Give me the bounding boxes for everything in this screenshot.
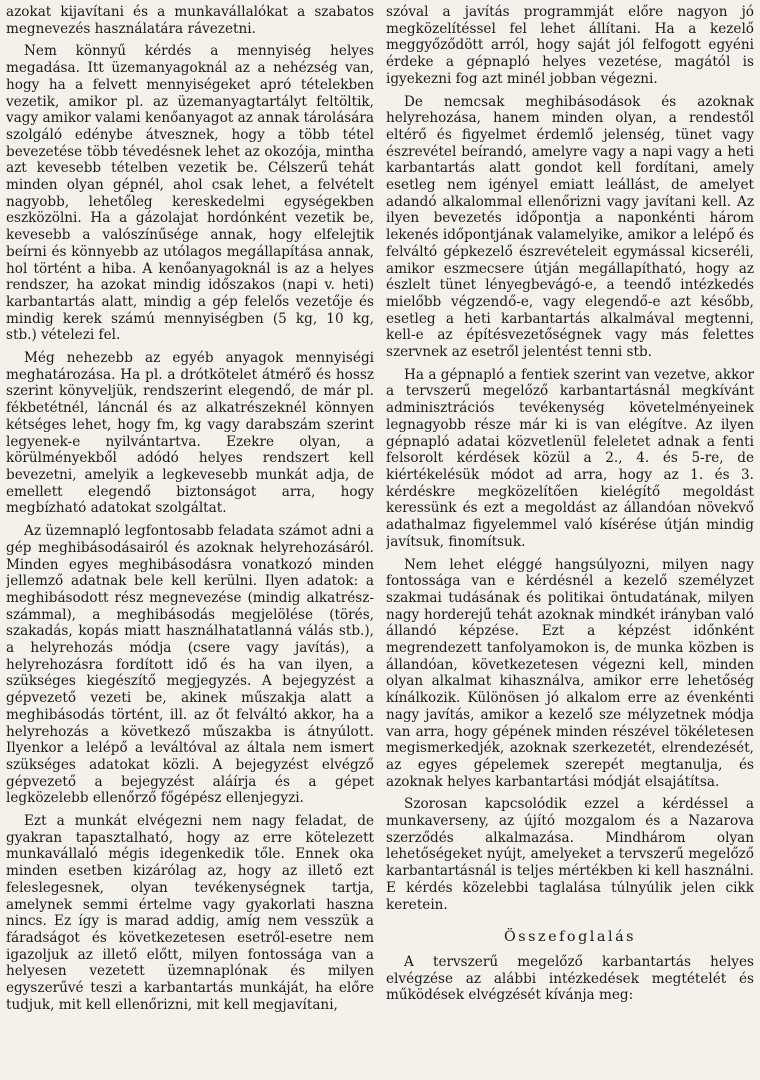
paragraph-operating-log: Az üzemnapló legfontosabb feladata számot adni a gép meghibásodásairól és azoknak helyrehozásáról. Minden egyes meghibásodásra vonatkozó minden jellemző adatnak bele kell kerülni. Ilyen adatok: a meghibásodott rész megnevezése (mindig alkatrész-számmal), a meghibásodás megjelölése (törés, szakadás, kopás miatt használhatatlanná válás stb.), a helyrehozás módja (csere vagy javítás), a helyrehozásra fordított idő és ha van ilyen, a szükséges kiegészítő megjegyzés. A bejegyzést a gépvezető vezeti be, akinek műszakja alatt a meghibásodás történt, ill. az őt felváltó akkor, ha a helyrehozás a következő műszakba is átnyúlott. Ilyenkor a lelépő a leváltóval az általa nem ismert szükséges adatokat közli. A bejegyzést elvégző gépvezető a bejegyzést aláírja és a gépet legközelebb ellenőrző főgépész ellenjegyzi. [6, 523, 374, 807]
paragraph-staff-training: Nem lehet eléggé hangsúlyozni, milyen nagy fontossága van e kérdésnél a kezelő személyzet szakmai tudásának és politikai öntudatának, milyen nagy horderejű tehát azoknak mindkét irányban való állandó képzése. Ezt a képzést időnként megrendezett tanfolyamokon is, de munka közben is állandóan, következetesen végezni kell, minden olyan alkalmat kihasználva, amikor erre lehetőség kínálkozik. Különösen jó alkalom erre az évenkénti nagy javítás, amikor a kezelő sze mélyzetnek módja van arra, hogy gépének minden részével tökéletesen megismerkedjék, azoknak szerkezetét, elrendezését, az egyes gépelemek szerepét megtanulja, és azoknak helyes karbantartási módját elsajátítsa. [386, 556, 754, 790]
paragraph-quantity: Nem könnyű kérdés a mennyiség helyes megadása. Itt üzemanyagoknál az a nehézség van, hogy ha a felvett mennyiségeket apró tételekben vezetik, amikor pl. az üzemanyagtartályt feltöltik, vagy amikor valami kenőanyagot az annak tárolására szolgáló edénybe átvesznek, hogy a több tétel bevezetése több tévedésnek lehet az okozója, mintha azt kevesebb tételben vezetik be. Célszerű tehát minden olyan gépnél, ahol csak lehet, a felvételt nagyobb, lehetőleg kereskedelmi egységekben eszközölni. Ha a gázolajat hordónként vezetik be, kevesebb a valószínűsége annak, hogy elfelejtik beírni és könnyebb az utólagos megállapítása annak, hol történt a hiba. A kenőanyagoknál is az a helyes rendszer, ha azokat mindig időszakos (napi v. heti) karbantartás alatt, mindig a gép felelős vezetője és mindig kerek számú mennyiségben (5 kg, 10 kg, stb.) vételezi fel. [6, 43, 374, 344]
paragraph-other-materials: Még nehezebb az egyéb anyagok mennyiségi meghatározása. Ha pl. a drótkötelet átmérő és hossz szerint könyveljük, rendszerint elegendő, de már pl. fékbetétnél, láncnál és az alkatrészeknél könnyen kétséges lehet, hogy fm, kg vagy darabszám szerint legyenek-e nyilvántartva. Ezekre olyan, a körülményekből adódó helyes rendszert kell bevezetni, amelyik a legkevesebb munkát adja, de emellett elegendő biztonságot arra, hogy megbízható adatokat szolgáltat. [6, 350, 374, 517]
paragraph-machine-log: Ha a gépnapló a fentiek szerint van vezetve, akkor a tervszerű megelőző karbantartásnál megkívánt adminisztrációs tevékenység követelményeinek legnagyobb része már ki is van elégítve. Az ilyen gépnapló adatai közvetlenül feleletet adnak a fenti felsorolt kérdések közül a 2., 4. és 5-re, de kiértékelésük módot ad arra, hogy az 1. és 3. kérdéskre megközelítően kielégítő megoldást keressünk és ezt a megoldást az állandóan növekvő adathalmaz figyelemmel való kísérése útján mindig javítsuk, finomítsuk. [386, 366, 754, 550]
paragraph-continuation: azokat kijavítani és a munkavállalókat a szabatos megnevezés használatára rávezetni. [6, 4, 374, 37]
right-column [386, 4, 754, 1004]
paragraph-log-keeping: Ezt a munkát elvégezni nem nagy feladat, de gyakran tapasztalható, hogy az erre kötelezett munkavállaló mégis idegenkedik tőle. Ennek oka minden esetben kizárólag az, hogy az illető ezt feleslegesnek, olyan tevékenységnek tartja, amelynek semmi értelme vagy gyakorlati haszna nincs. Ez így is marad addig, amíg nem vesszük a fáradságot és következetesen esetről-esetre nem igazoljuk az illető előtt, milyen fontossága van a helyesen vezetett üzemnaplónak és milyen egyszerűvé teszi a karbantartás munkáját, ha előre tudjuk, mit kell ellenőrizni, mit kell megjavítani, [6, 813, 374, 1013]
paragraph-summary: A tervszerű megelőző karbantartás helyes elvégzése az alábbi intézkedések megtételét és működések elvégzését kívánja meg: [386, 953, 754, 1004]
section-heading: Összefoglalás [503, 929, 637, 946]
two-column-layout [6, 4, 754, 1080]
paragraph-continuation: szóval a javítás programmját előre nagyon jó megközelítéssel fel lehet állítani. Ha a kezelő meggyőződött arról, hogy saját jól felfogott egyéni érdeke a gépnapló helyes vezetése, magától is igyekezni fog azt minél jobban végezni. [386, 4, 754, 87]
left-column [6, 4, 374, 1013]
paragraph-observations: De nemcsak meghibásodások és azoknak helyrehozása, hanem minden olyan, a rendestől eltérő és figyelmet érdemlő jelenség, tünet vagy észrevétel beírandó, amelyre vagy a napi vagy a heti karbantartás alatt gondot kell fordítani, amely esetleg nem igényel emiatt leállást, de amelyet adandó alkalommal ellenőrizni vagy javítani kell. Az ilyen bevezetés időpontja a naponkénti három lekenés időpontjának valamelyike, amikor a lelépő és felváltó gépkezelő észrevételeit egymással kicseréli, amikor eszmecsere útján megállapítható, hogy az észlelt tünet lényegbevágó-e, a teendő intézkedés mielőbb végzendő-e, vagy elegendő-e azt később, esetleg a heti karbantartás alkalmával megtenni, kell-e az építésvezetőségnek vagy más felettes szervnek az esetről jelentést tenni stb. [386, 93, 754, 361]
paragraph-competition: Szorosan kapcsolódik ezzel a kérdéssel a munkaverseny, az újító mozgalom és a Nazarova szerződés alkalmazása. Mindhárom olyan lehetőségeket nyújt, amelyeket a tervszerű megelőző karbantartásnál is teljes mértékben ki kell használni. E kérdés közelebbi taglalása túlnyúlik jelen cikk keretein. [386, 796, 754, 913]
